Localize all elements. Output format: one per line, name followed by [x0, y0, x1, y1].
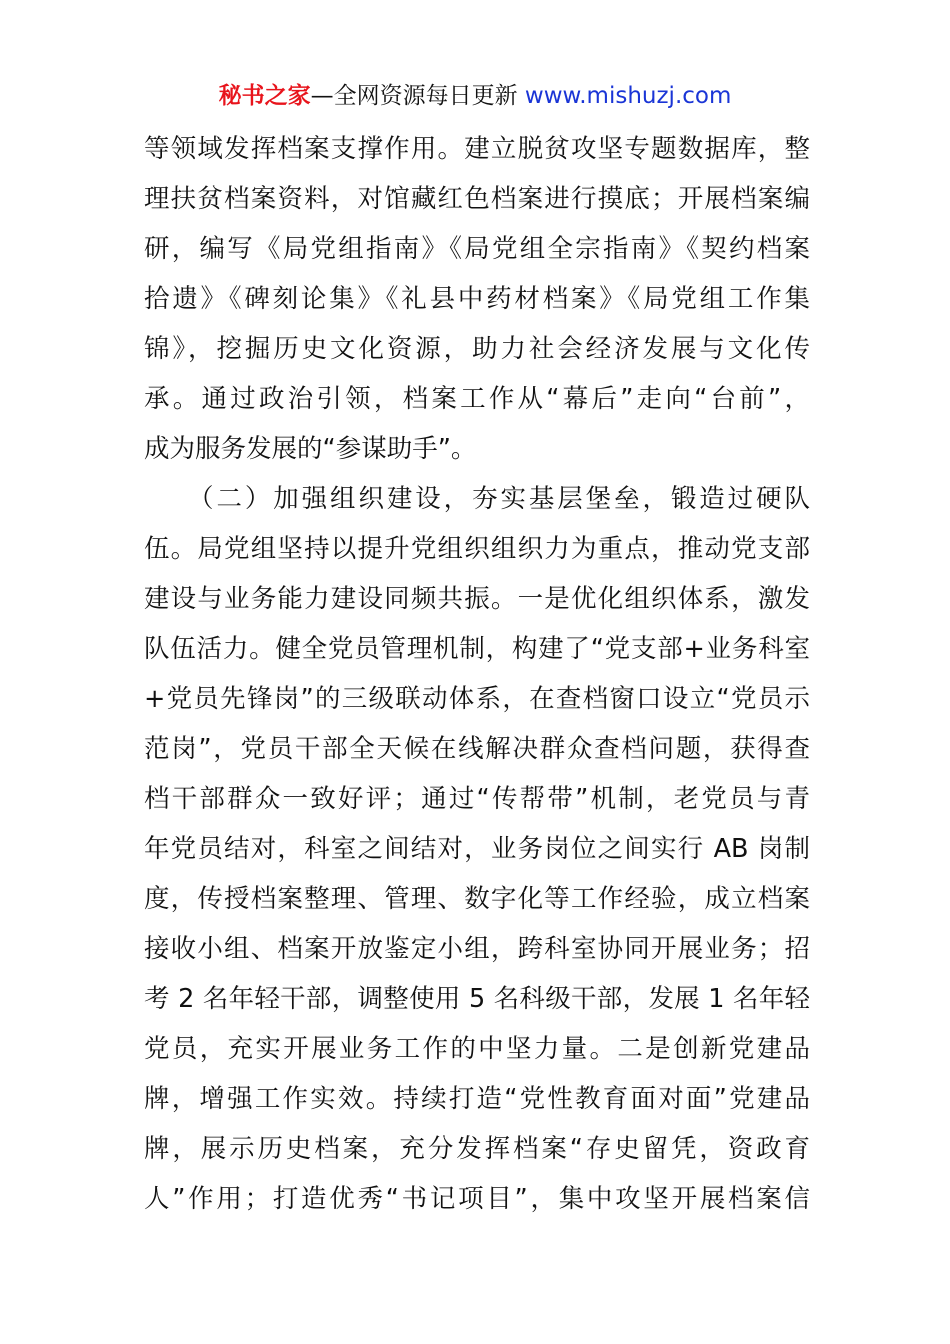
site-tagline: —全网资源每日更新 [310, 83, 525, 109]
text-line: 理扶贫档案资料，对馆藏红色档案进行摸底；开展档案编 [144, 184, 810, 214]
text-line: 档干部群众一致好评；通过“传帮带”机制，老党员与青 [144, 784, 810, 814]
section-heading-line: （二）加强组织建设，夯实基层堡垒，锻造过硬队 [144, 484, 810, 514]
text-line: 党员，充实开展业务工作的中坚力量。二是创新党建品 [144, 1034, 810, 1064]
site-header [0, 80, 950, 112]
site-brand: 秘书之家 [218, 83, 311, 109]
text-line: 锦》，挖掘历史文化资源，助力社会经济发展与文化传 [144, 334, 810, 364]
text-line: 人”作用；打造优秀“书记项目”，集中攻坚开展档案信 [144, 1184, 810, 1214]
text-line: 考 2 名年轻干部，调整使用 5 名科级干部，发展 1 名年轻 [144, 984, 810, 1014]
text-line: 牌，增强工作实效。持续打造“党性教育面对面”党建品 [144, 1084, 810, 1114]
text-line: 队伍活力。健全党员管理机制，构建了“党支部+业务科室 [144, 634, 810, 664]
document-body [144, 124, 810, 1224]
text-line: 牌，展示历史档案，充分发挥档案“存史留凭，资政育 [144, 1134, 810, 1164]
text-line: 年党员结对，科室之间结对，业务岗位之间实行 AB 岗制 [144, 834, 810, 864]
text-line: 度，传授档案整理、管理、数字化等工作经验，成立档案 [144, 884, 810, 914]
text-line: 接收小组、档案开放鉴定小组，跨科室协同开展业务；招 [144, 934, 810, 964]
text-line: 等领域发挥档案支撑作用。建立脱贫攻坚专题数据库，整 [144, 134, 810, 164]
text-line: 研，编写《局党组指南》《局党组全宗指南》《契约档案 [144, 234, 810, 264]
text-line: 拾遗》《碑刻论集》《礼县中药材档案》《局党组工作集 [144, 284, 810, 314]
text-line: 范岗”，党员干部全天候在线解决群众查档问题，获得查 [144, 734, 810, 764]
text-line: +党员先锋岗”的三级联动体系，在查档窗口设立“党员示 [144, 684, 810, 714]
text-line: 承。通过政治引领，档案工作从“幕后”走向“台前”， [144, 384, 810, 414]
text-line: 成为服务发展的“参谋助手”。 [144, 434, 477, 464]
site-url-link[interactable]: www.mishuzj.com [524, 83, 732, 109]
text-line: 伍。局党组坚持以提升党组织组织力为重点，推动党支部 [144, 534, 810, 564]
text-line: 建设与业务能力建设同频共振。一是优化组织体系，激发 [144, 584, 810, 614]
